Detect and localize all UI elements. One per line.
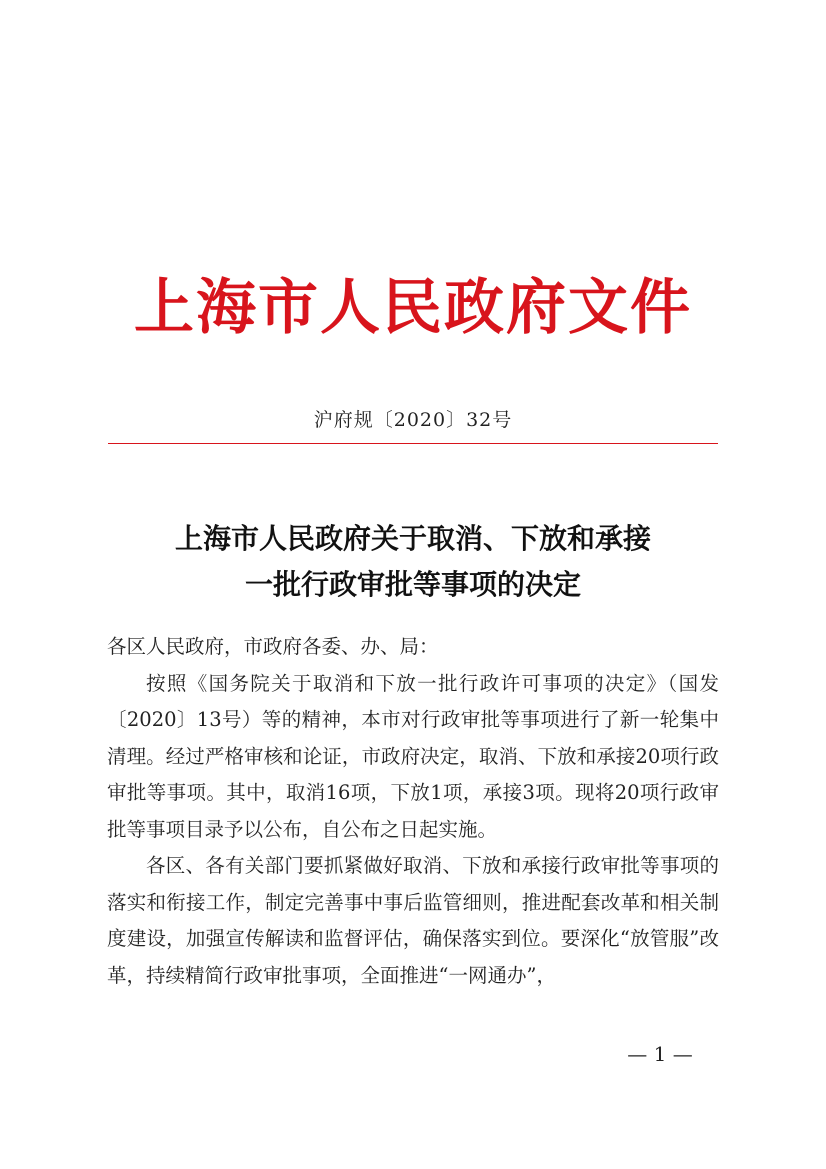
document-title (0, 516, 826, 608)
document-masthead: 上海市人民政府文件 (134, 273, 692, 343)
red-divider-line (108, 443, 718, 444)
page-number: — 1 — (627, 1042, 693, 1066)
title-line-1: 上海市人民政府关于取消、下放和承接 (174, 522, 651, 555)
salutation: 各区人民政府，市政府各委、办、局： (107, 635, 439, 658)
title-line-2: 一批行政审批等事项的决定 (244, 568, 581, 601)
document-body (107, 629, 719, 994)
document-number: 沪府规〔2020〕32号 (313, 409, 513, 431)
body-paragraph-2: 各区、各有关部门要抓紧做好取消、下放和承接行政审批等事项的落实和衔接工作，制定完善事中事后监管细则，推进配套改革和相关制度建设，加强宣传解读和监督评估，确保落实到位。要深化“放管服”改革，持续精简行政审批事项，全面推进“一网通办”， (107, 854, 719, 987)
body-paragraph-1: 按照《国务院关于取消和下放一批行政许可事项的决定》（国发〔2020〕13号）等的精神，本市对行政审批等事项进行了新一轮集中清理。经过严格审核和论证，市政府决定，取消、下放和承接20项行政审批等事项。其中，取消16项，下放1项，承接3项。现将20项行政审批等事项目录予以公布，自公布之日起实施。 (107, 671, 719, 841)
